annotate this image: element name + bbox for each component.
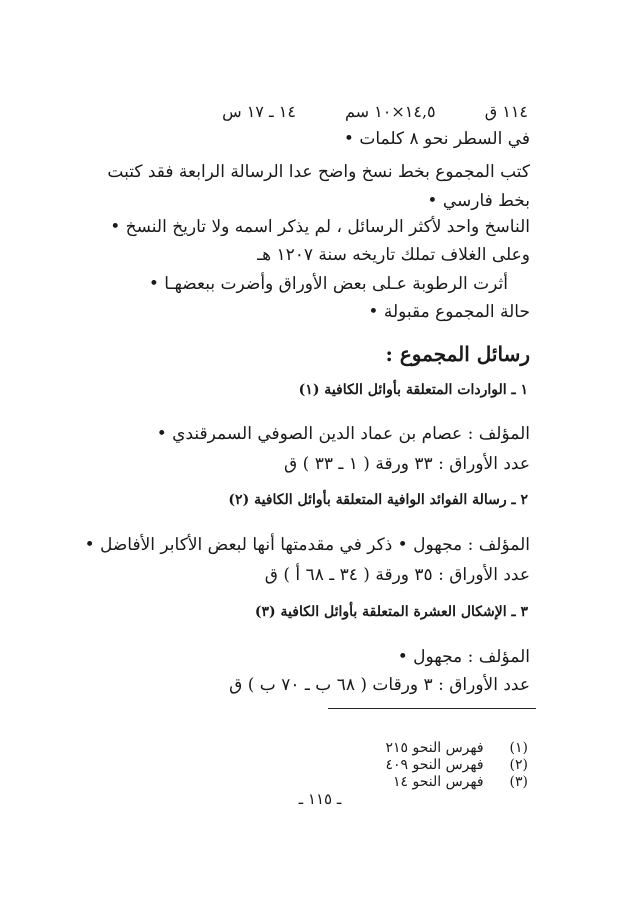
footnote-number: (٢) <box>509 757 528 773</box>
item-author: المؤلف : مجهول • ذكر في مقدمتها أنها لبعض الأكابر الأفاضل • <box>84 535 530 555</box>
description-line: الناسخ واحد لأكثر الرسائل ، لم يذكر اسمه ولا تاريخ النسخ • <box>110 217 530 237</box>
item-title: ٢ ـ رسالة الفوائد الوافية المتعلقة بأوائل الكافية (٢) <box>228 492 528 508</box>
footnote-text: فهرس النحو ٢١٥ <box>385 740 484 756</box>
description-line: أثرت الرطوبة عـلى بعض الأوراق وأضرت ببعضهـا • <box>148 274 508 294</box>
footnote <box>385 757 528 774</box>
footnote <box>385 740 528 757</box>
description-line: وعلى الغلاف تملك تاريخه سنة ١٢٠٧ هـ <box>257 245 530 265</box>
footnote-divider <box>328 708 536 709</box>
item-folios: عدد الأوراق : ٣٥ ورقة ( ٣٤ ـ ٦٨ أ ) ق <box>264 565 530 585</box>
page-size: ١٤,٥×١٠ سم <box>345 102 436 121</box>
page-number: ـ ١١٥ ـ <box>298 790 342 808</box>
description-line: كتب المجموع بخط نسخ واضح عدا الرسالة الرابعة فقد كتبت <box>107 162 530 182</box>
line-count: ١٤ ـ ١٧ س <box>222 102 296 121</box>
description-line: حالة المجموع مقبولة • <box>368 302 530 322</box>
footnote-text: فهرس النحو ١٤ <box>392 774 484 790</box>
section-title: رسائل المجموع : <box>385 342 530 366</box>
item-author: المؤلف : عصام بن عماد الدين الصوفي السمرقندي • <box>156 424 530 444</box>
folio-count: ١١٤ ق <box>484 102 528 121</box>
description-line: في السطر نحو ٨ كلمات • <box>343 129 530 149</box>
item-folios: عدد الأوراق : ٣٣ ورقة ( ١ ـ ٣٣ ) ق <box>284 454 530 474</box>
footnote-number: (٣) <box>509 774 528 790</box>
item-title: ١ ـ الواردات المتعلقة بأوائل الكافية (١) <box>298 382 528 398</box>
footnote-text: فهرس النحو ٤٠٩ <box>385 757 484 773</box>
description-line: بخط فارسي • <box>427 191 530 211</box>
item-title: ٣ ـ الإشكال العشرة المتعلقة بأوائل الكافية (٣) <box>254 604 528 620</box>
footnote <box>393 774 528 791</box>
item-author: المؤلف : مجهول • <box>397 647 530 667</box>
item-folios: عدد الأوراق : ٣ ورقات ( ٦٨ ب ـ ٧٠ ب ) ق <box>229 675 530 695</box>
manuscript-header <box>222 100 528 124</box>
footnote-number: (١) <box>509 740 528 756</box>
